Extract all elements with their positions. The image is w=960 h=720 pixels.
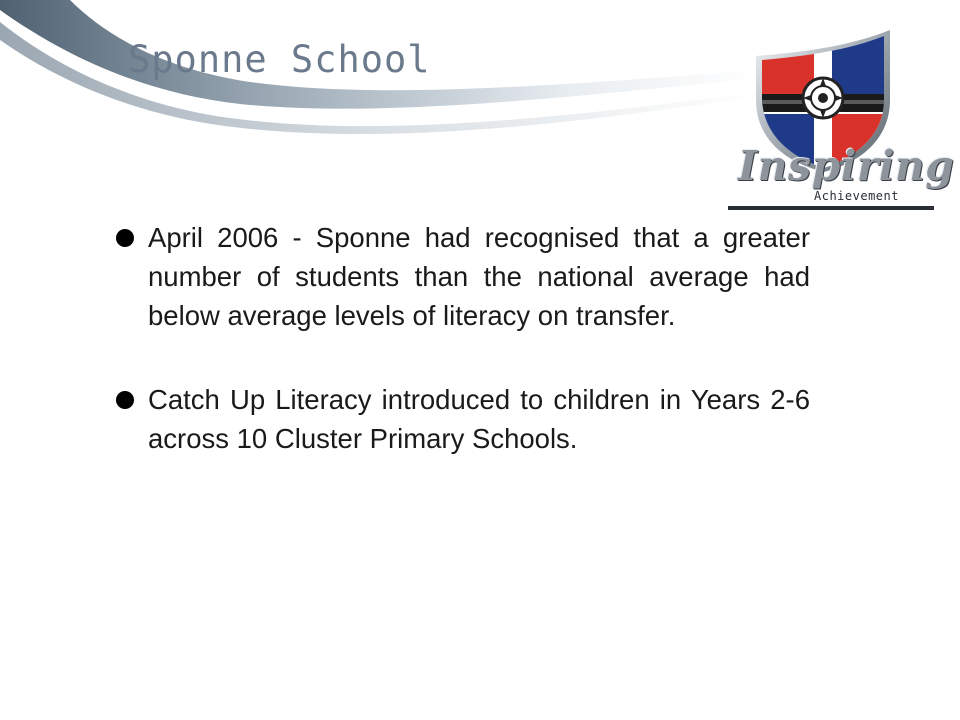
bullet-dot-icon (116, 229, 134, 247)
motto-underline (728, 206, 934, 210)
bullet-list (110, 218, 810, 458)
bullet-item (110, 218, 810, 335)
motto-sub-text: Achievement (814, 189, 899, 203)
bullet-dot-icon (116, 391, 134, 409)
school-name-title: Sponne School (128, 38, 431, 81)
motto-main-text: Inspiring (738, 142, 955, 190)
motto-logo (728, 142, 955, 212)
bullet-text: Catch Up Literacy introduced to children in Years 2-6 across 10 Cluster Primary Schools. (148, 384, 810, 454)
bullet-text: April 2006 - Sponne had recognised that a greater number of students than the national average had below average levels of literacy on transfer. (148, 222, 810, 331)
bullet-item (110, 380, 810, 458)
